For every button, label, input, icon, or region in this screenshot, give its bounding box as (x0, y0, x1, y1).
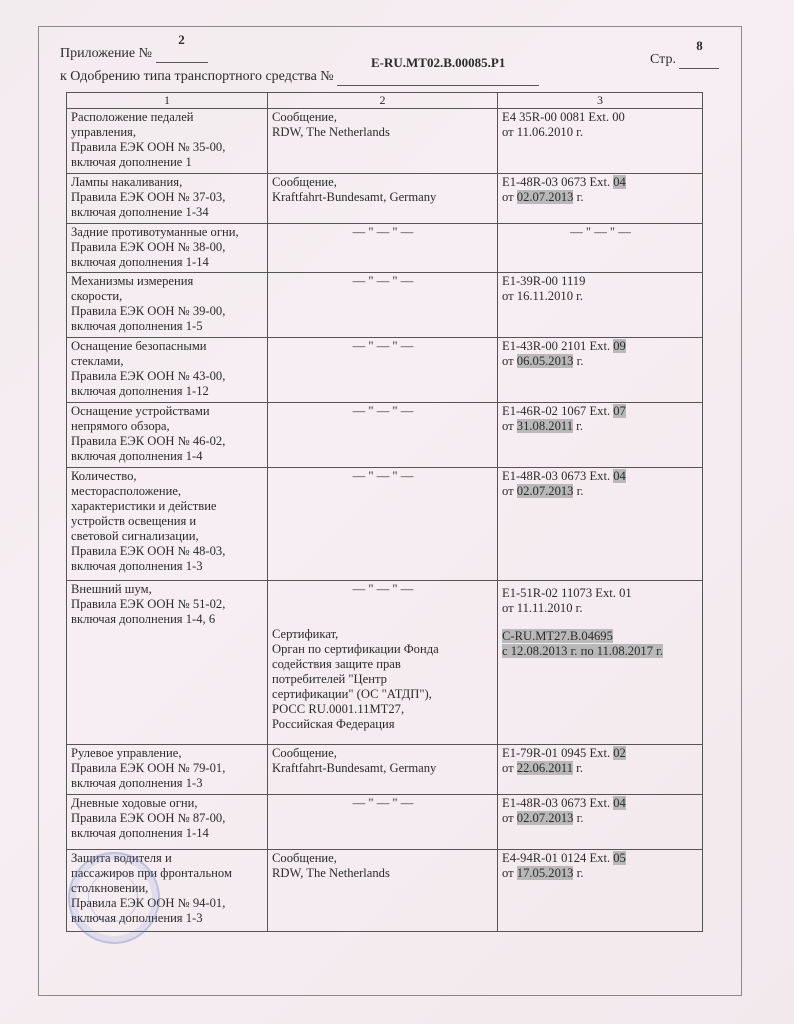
appendix-number-field (156, 32, 208, 63)
round-seal-stamp (68, 852, 160, 944)
cell-text-line: Оснащение безопасными (71, 339, 207, 353)
cell-text: г. (573, 190, 584, 204)
issuer-cell (268, 403, 498, 468)
issuer-cell (268, 109, 498, 174)
page-number: 8 (696, 38, 703, 53)
issuer-cell (268, 745, 498, 795)
appendix-line (60, 32, 208, 63)
approval-cell (498, 109, 703, 174)
issuer-cell (268, 795, 498, 850)
cell-text: E1-48R-03 0673 Ext. (502, 175, 614, 189)
cell-text-line: RDW, The Netherlands (272, 866, 390, 880)
table-header-row (67, 93, 703, 109)
cell-text-line: Сообщение, (272, 851, 337, 865)
cell-text: от (502, 419, 517, 433)
cell-text-line: световой сигнализации, (71, 529, 199, 543)
table-row (67, 174, 703, 224)
cell-text: от (502, 811, 517, 825)
highlighted-text: 09 (613, 339, 626, 353)
cell-text-line: Сообщение, (272, 110, 337, 124)
cell-text-line: Оснащение устройствами (71, 404, 210, 418)
cell-text-line: включая дополнения 1-14 (71, 826, 209, 840)
ditto-mark: — " — " — (352, 404, 414, 418)
issuer-cell (268, 273, 498, 338)
cell-text-line: Количество, (71, 469, 137, 483)
cell-text-line: Правила ЕЭК ООН № 46-02, (71, 434, 226, 448)
highlighted-text: 06.05.2013 (516, 354, 574, 368)
page-label: Стр. (650, 52, 676, 67)
cell-text: г. (573, 484, 584, 498)
issuer-cell (268, 468, 498, 581)
cell-text-line: Лампы накаливания, (71, 175, 183, 189)
cell-text-line: Сертификат, (272, 627, 339, 641)
cell-text-line: Правила ЕЭК ООН № 37-03, (71, 190, 226, 204)
cell-text-line: RDW, The Netherlands (272, 125, 390, 139)
regulation-cell (67, 338, 268, 403)
table-row (67, 109, 703, 174)
approval-cell (498, 338, 703, 403)
cell-text: от (502, 190, 517, 204)
cell-text: от (502, 484, 517, 498)
regulation-cell (67, 224, 268, 273)
approval-cell (498, 745, 703, 795)
highlighted-text: 07 (613, 404, 626, 418)
certificate-number: C-RU.MT27.B.04695 (502, 629, 613, 643)
cell-text-line: от 11.11.2010 г. (502, 601, 583, 615)
cell-text-line: включая дополнения 1-4 (71, 449, 203, 463)
cell-text-line: включая дополнения 1-3 (71, 776, 203, 790)
ditto-mark: — " — " — (352, 339, 414, 353)
cell-text-line: пассажиров при фронтальном (71, 866, 232, 880)
table-row (67, 224, 703, 273)
cell-text-line: Сообщение, (272, 746, 337, 760)
cell-text-line: включая дополнения 1-3 (71, 559, 203, 573)
regulation-cell (67, 468, 268, 581)
highlighted-text: 02 (613, 746, 626, 760)
cell-text-line: включая дополнение 1-34 (71, 205, 209, 219)
ditto-mark: — " — " — (352, 225, 414, 239)
cell-text-line: Правила ЕЭК ООН № 87-00, (71, 811, 226, 825)
cell-text: г. (573, 866, 584, 880)
table-row (67, 468, 703, 581)
issuer-cell (268, 850, 498, 932)
ditto-mark: — " — " — (570, 225, 631, 239)
highlighted-text: 05 (613, 851, 626, 865)
cell-text-line: Расположение педалей (71, 110, 194, 124)
highlighted-text: 04 (613, 796, 626, 810)
cell-text: E1-43R-00 2101 Ext. (502, 339, 614, 353)
cell-text-line: E4 35R-00 0081 Ext. 00 (502, 110, 625, 124)
cell-text-line: месторасположение, (71, 484, 182, 498)
cell-text: E1-79R-01 0945 Ext. (502, 746, 614, 760)
cell-text-line: Защита водителя и (71, 851, 172, 865)
cell-text: E1-48R-03 0673 Ext. (502, 796, 614, 810)
certificate-validity: с 12.08.2013 г. по 11.08.2017 г. (502, 644, 664, 658)
cell-text-line: Правила ЕЭК ООН № 48-03, (71, 544, 226, 558)
regulation-cell (67, 109, 268, 174)
cell-text-line: Kraftfahrt-Bundesamt, Germany (272, 761, 437, 775)
approval-cell (498, 468, 703, 581)
cell-text-line: Правила ЕЭК ООН № 94-01, (71, 896, 226, 910)
cell-text-line: Орган по сертификации Фонда (272, 642, 439, 656)
approval-cell (498, 224, 703, 273)
cell-text: г. (573, 354, 584, 368)
cell-text-line: содействия защите прав (272, 657, 401, 671)
regulation-cell (67, 174, 268, 224)
cell-text-line: включая дополнения 1-12 (71, 384, 209, 398)
regulation-cell (67, 745, 268, 795)
cell-text-line: Правила ЕЭК ООН № 79-01, (71, 761, 226, 775)
cell-text: от (502, 354, 517, 368)
cell-text-line: Правила ЕЭК ООН № 51-02, (71, 597, 226, 611)
col-header: 1 (67, 93, 268, 109)
cell-text-line: характеристики и действие (71, 499, 217, 513)
col-header: 2 (268, 93, 498, 109)
cell-text-line: E1-51R-02 11073 Ext. 01 (502, 586, 632, 600)
table-row (67, 338, 703, 403)
cell-text-line: от 11.06.2010 г. (502, 125, 584, 139)
issuer-cell (268, 174, 498, 224)
col-header: 3 (498, 93, 703, 109)
approval-cell (498, 273, 703, 338)
highlighted-text: 02.07.2013 (516, 190, 574, 204)
highlighted-text: 31.08.2011 (516, 419, 574, 433)
table-row (67, 795, 703, 850)
appendix-number: 2 (178, 32, 185, 47)
cell-text-line: Российская Федерация (272, 717, 395, 731)
cell-text: E1-46R-02 1067 Ext. (502, 404, 614, 418)
cell-text-line: Рулевое управление, (71, 746, 182, 760)
cell-text: E1-48R-03 0673 Ext. (502, 469, 614, 483)
regulation-cell (67, 403, 268, 468)
cell-text-line: Механизмы измерения (71, 274, 194, 288)
cell-text-line: непрямого обзора, (71, 419, 170, 433)
regulation-cell (67, 273, 268, 338)
cell-text-line: включая дополнения 1-5 (71, 319, 203, 333)
table-row (67, 403, 703, 468)
cell-text-line: от 16.11.2010 г. (502, 289, 584, 303)
cell-text-line: Правила ЕЭК ООН № 43-00, (71, 369, 226, 383)
cell-text-line: Правила ЕЭК ООН № 39-00, (71, 304, 226, 318)
table-row (67, 581, 703, 745)
cell-text-line: столкновении, (71, 881, 149, 895)
approval-cell (498, 795, 703, 850)
approval-number-field (337, 55, 539, 86)
cell-text-line: сертификации" (ОС "АТДП"), (272, 687, 432, 701)
approval-label: к Одобрению типа транспортного средства № (60, 69, 334, 84)
cell-text-line: РОСС RU.0001.11МТ27, (272, 702, 405, 716)
cell-text: г. (573, 761, 584, 775)
cell-text-line: Kraftfahrt-Bundesamt, Germany (272, 190, 437, 204)
cell-text: г. (573, 419, 584, 433)
ditto-mark: — " — " — (352, 469, 414, 483)
regulations-table (66, 92, 703, 932)
table-row (67, 273, 703, 338)
cell-text-line: скорости, (71, 289, 123, 303)
highlighted-text: 02.07.2013 (516, 484, 574, 498)
page-number-line (650, 38, 719, 69)
cell-text-line: Сообщение, (272, 175, 337, 189)
issuer-cell (268, 338, 498, 403)
cell-text-line: управления, (71, 125, 136, 139)
highlighted-text: 04 (613, 469, 626, 483)
highlighted-text: 22.06.2011 (516, 761, 574, 775)
cell-text: от (502, 761, 517, 775)
cell-text-line: Дневные ходовые огни, (71, 796, 198, 810)
cell-text: г. (573, 811, 584, 825)
cell-text-line: Внешний шум, (71, 582, 152, 596)
cell-text-line: Задние противотуманные огни, (71, 225, 239, 239)
cell-text-line: включая дополнения 1-14 (71, 255, 209, 269)
regulation-cell (67, 581, 268, 745)
appendix-label: Приложение № (60, 46, 152, 61)
cell-text: E4-94R-01 0124 Ext. (502, 851, 614, 865)
approval-cell (498, 850, 703, 932)
approval-number: E-RU.MT02.B.00085.P1 (371, 55, 506, 70)
issuer-cell (268, 581, 498, 745)
ditto-mark: — " — " — (352, 274, 414, 288)
page-number-field (679, 38, 719, 69)
highlighted-text: 02.07.2013 (516, 811, 574, 825)
approval-line (60, 55, 539, 86)
cell-text-line: включая дополнения 1-3 (71, 911, 203, 925)
cell-text-line: включая дополнения 1-4, 6 (71, 612, 216, 626)
table-row (67, 850, 703, 932)
cell-text-line: включая дополнение 1 (71, 155, 192, 169)
cell-text-line: Правила ЕЭК ООН № 38-00, (71, 240, 226, 254)
cell-text: от (502, 866, 517, 880)
table-row (67, 745, 703, 795)
ditto-mark: — " — " — (352, 582, 414, 596)
cell-text-line: потребителей "Центр (272, 672, 387, 686)
regulation-cell (67, 795, 268, 850)
approval-cell (498, 174, 703, 224)
cell-text-line: Правила ЕЭК ООН № 35-00, (71, 140, 226, 154)
cell-text-line: E1-39R-00 1119 (502, 274, 586, 288)
ditto-mark: — " — " — (352, 796, 414, 810)
cell-text-line: стеклами, (71, 354, 124, 368)
approval-cell (498, 581, 703, 745)
cell-text-line: устройств освещения и (71, 514, 197, 528)
approval-cell (498, 403, 703, 468)
highlighted-text: 17.05.2013 (516, 866, 574, 880)
issuer-cell (268, 224, 498, 273)
highlighted-text: 04 (613, 175, 626, 189)
